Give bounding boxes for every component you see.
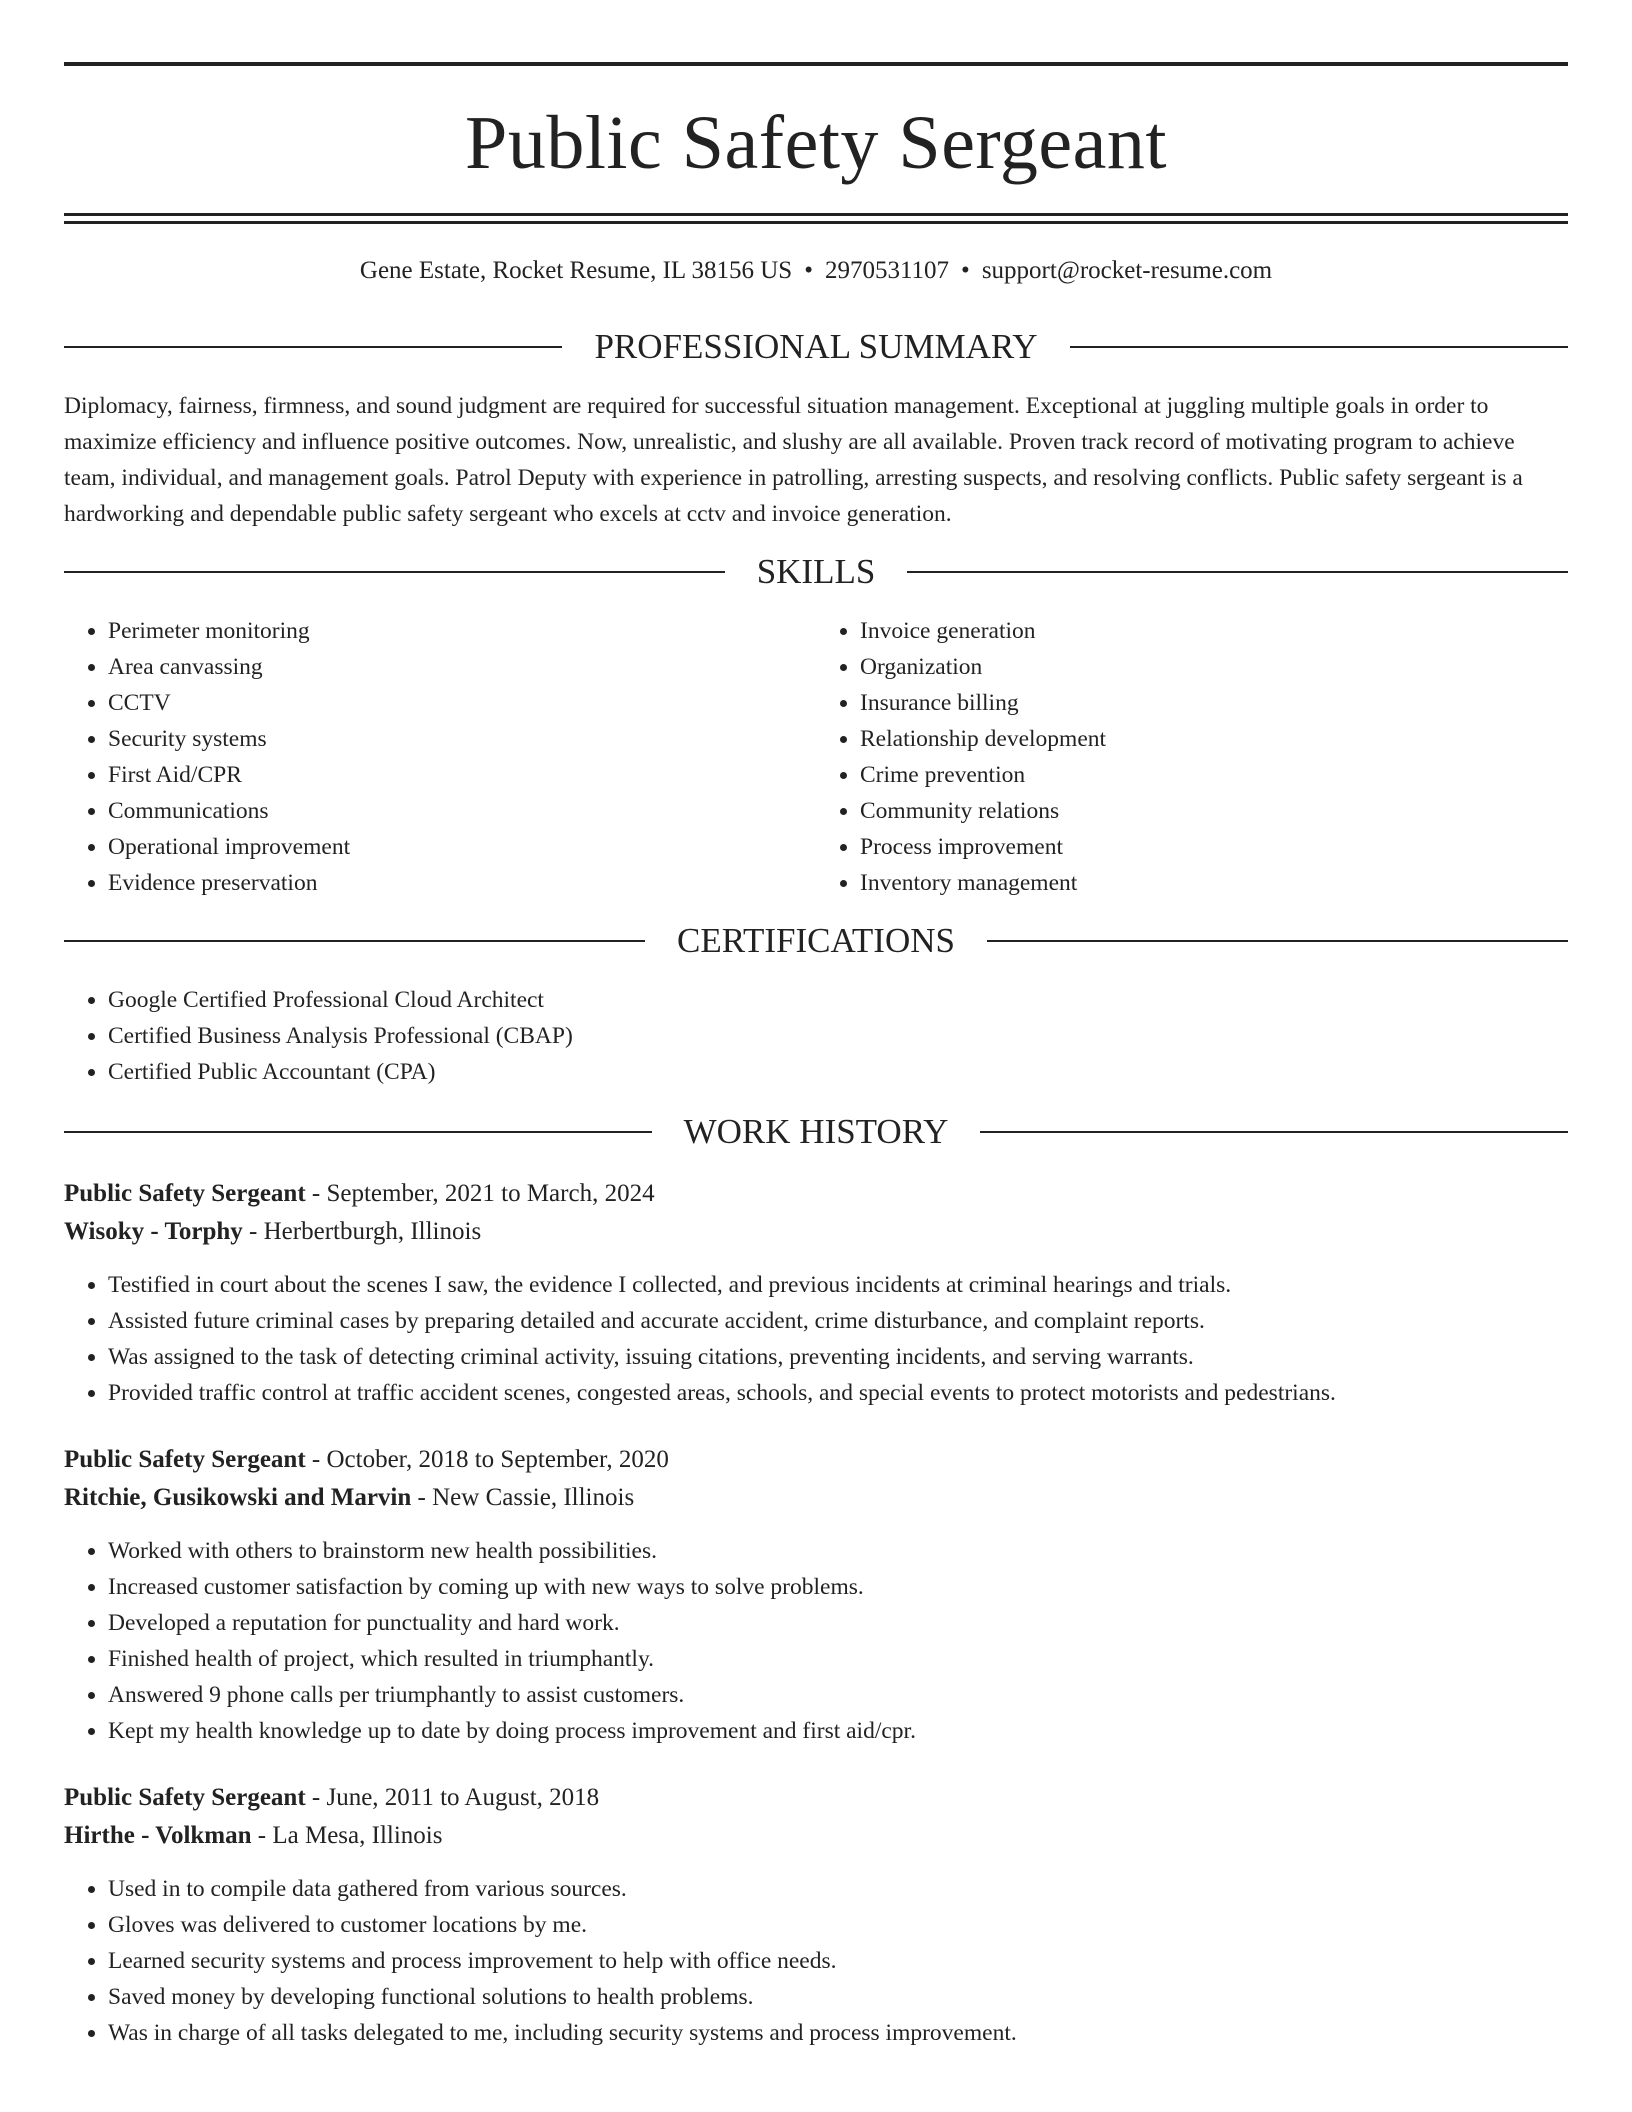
skill-item: • Security systems bbox=[108, 721, 816, 757]
job-dates: September, 2021 to March, 2024 bbox=[326, 1180, 655, 1207]
title-double-rule bbox=[64, 213, 1568, 224]
heading-rule bbox=[64, 571, 725, 573]
job-bullet: • Finished health of project, which resulted in triumphantly. bbox=[108, 1641, 1568, 1677]
job-company-line bbox=[64, 1479, 1568, 1517]
job-bullet: • Answered 9 phone calls per triumphantly to assist customers. bbox=[108, 1677, 1568, 1713]
dash: - bbox=[305, 1180, 327, 1207]
job-title-line bbox=[64, 1441, 1568, 1479]
certification-item: • Google Certified Professional Cloud Architect bbox=[108, 982, 1568, 1018]
skill-item: • Operational improvement bbox=[108, 829, 816, 865]
section-heading-work-history bbox=[64, 1114, 1568, 1149]
job-bullet: • Used in to compile data gathered from various sources. bbox=[108, 1871, 1568, 1907]
job-bullet: • Kept my health knowledge up to date by doing process improvement and first aid/cpr. bbox=[108, 1713, 1568, 1749]
dash: - bbox=[305, 1784, 327, 1811]
job-bullet: • Gloves was delivered to customer locations by me. bbox=[108, 1907, 1568, 1943]
section-title: WORK HISTORY bbox=[683, 1112, 949, 1151]
job-entry bbox=[64, 1779, 1568, 2051]
job-title-line bbox=[64, 1779, 1568, 1817]
skill-item: • Insurance billing bbox=[860, 685, 1568, 721]
job-entry bbox=[64, 1441, 1568, 1749]
job-company: Wisoky - Torphy bbox=[64, 1218, 243, 1245]
job-bullet: • Worked with others to brainstorm new health possibilities. bbox=[108, 1533, 1568, 1569]
job-dates: October, 2018 to September, 2020 bbox=[326, 1446, 669, 1473]
contact-separator: • bbox=[961, 257, 970, 284]
summary-text: Diplomacy, fairness, firmness, and sound judgment are required for successful situation management. Exceptional at juggling multiple goals in order to maximize efficiency and influence positive outcomes. Now, unrealistic, and slushy are all available. Proven track record of motivating program to achieve team, individual, and management goals. Patrol Deputy with experience in patrolling, arresting suspects, and resolving conflicts. Public safety sergeant is a hardworking and dependable public safety sergeant who excels at cctv and invoice generation. bbox=[64, 393, 1523, 527]
heading-rule bbox=[64, 940, 645, 942]
job-location: New Cassie, Illinois bbox=[432, 1484, 635, 1511]
section-title: SKILLS bbox=[756, 552, 876, 591]
heading-rule bbox=[1070, 346, 1568, 348]
heading-rule bbox=[64, 346, 562, 348]
job-location: Herbertburgh, Illinois bbox=[263, 1218, 482, 1245]
job-role: Public Safety Sergeant bbox=[64, 1446, 306, 1473]
dash: - bbox=[251, 1822, 273, 1849]
job-dates: June, 2011 to August, 2018 bbox=[326, 1784, 600, 1811]
job-bullets bbox=[64, 1871, 1568, 2051]
skill-item: • Invoice generation bbox=[860, 613, 1568, 649]
skill-item: • Evidence preservation bbox=[108, 865, 816, 901]
job-company-line bbox=[64, 1213, 1568, 1251]
skill-item: • Area canvassing bbox=[108, 649, 816, 685]
heading-rule bbox=[907, 571, 1568, 573]
skill-item: • Relationship development bbox=[860, 721, 1568, 757]
section-heading-skills bbox=[64, 554, 1568, 589]
contact-phone[interactable]: 2970531107 bbox=[824, 257, 950, 284]
job-bullet: • Assisted future criminal cases by preparing detailed and accurate accident, crime disturbance, and complaint reports. bbox=[108, 1303, 1568, 1339]
job-title-line bbox=[64, 1175, 1568, 1213]
skills-column-left bbox=[64, 613, 816, 901]
job-location: La Mesa, Illinois bbox=[272, 1822, 443, 1849]
job-bullet: • Was assigned to the task of detecting criminal activity, issuing citations, preventing incidents, and serving warrants. bbox=[108, 1339, 1568, 1375]
heading-rule bbox=[980, 1131, 1568, 1133]
job-bullets bbox=[64, 1533, 1568, 1749]
skill-item: • Communications bbox=[108, 793, 816, 829]
dash: - bbox=[305, 1446, 327, 1473]
section-title: CERTIFICATIONS bbox=[677, 921, 955, 960]
job-bullets bbox=[64, 1267, 1568, 1411]
top-rule bbox=[64, 62, 1568, 66]
heading-rule bbox=[987, 940, 1568, 942]
certification-item: • Certified Public Accountant (CPA) bbox=[108, 1054, 1568, 1090]
skill-item: • Inventory management bbox=[860, 865, 1568, 901]
skill-item: • Organization bbox=[860, 649, 1568, 685]
contact-separator: • bbox=[804, 257, 813, 284]
certification-item: • Certified Business Analysis Professional (CBAP) bbox=[108, 1018, 1568, 1054]
job-bullet: • Was in charge of all tasks delegated to me, including security systems and process improvement. bbox=[108, 2015, 1568, 2051]
job-bullet: • Saved money by developing functional solutions to health problems. bbox=[108, 1979, 1568, 2015]
skill-item: • Perimeter monitoring bbox=[108, 613, 816, 649]
skill-item: • First Aid/CPR bbox=[108, 757, 816, 793]
job-bullet: • Provided traffic control at traffic accident scenes, congested areas, schools, and special events to protect motorists and pedestrians. bbox=[108, 1375, 1568, 1411]
section-heading-summary bbox=[64, 329, 1568, 364]
contact-line bbox=[64, 258, 1568, 283]
job-bullet: • Increased customer satisfaction by coming up with new ways to solve problems. bbox=[108, 1569, 1568, 1605]
job-company: Hirthe - Volkman bbox=[64, 1822, 252, 1849]
skill-item: • Community relations bbox=[860, 793, 1568, 829]
dash: - bbox=[411, 1484, 433, 1511]
job-entry bbox=[64, 1175, 1568, 1411]
skills-list bbox=[64, 613, 1568, 901]
skills-column-right bbox=[816, 613, 1568, 901]
job-company: Ritchie, Gusikowski and Marvin bbox=[64, 1484, 412, 1511]
skill-item: • Crime prevention bbox=[860, 757, 1568, 793]
job-role: Public Safety Sergeant bbox=[64, 1784, 306, 1811]
section-heading-certifications bbox=[64, 923, 1568, 958]
section-title: PROFESSIONAL SUMMARY bbox=[594, 327, 1038, 366]
contact-address: Gene Estate, Rocket Resume, IL 38156 US bbox=[359, 257, 793, 284]
contact-email[interactable]: support@rocket-resume.com bbox=[981, 257, 1273, 284]
skill-item: • Process improvement bbox=[860, 829, 1568, 865]
certifications-list bbox=[64, 982, 1568, 1090]
heading-rule bbox=[64, 1131, 652, 1133]
dash: - bbox=[242, 1218, 264, 1245]
job-bullet: • Testified in court about the scenes I saw, the evidence I collected, and previous incidents at criminal hearings and trials. bbox=[108, 1267, 1568, 1303]
page-title: Public Safety Sergeant bbox=[465, 101, 1167, 185]
job-bullet: • Developed a reputation for punctuality and hard work. bbox=[108, 1605, 1568, 1641]
job-bullet: • Learned security systems and process improvement to help with office needs. bbox=[108, 1943, 1568, 1979]
job-company-line bbox=[64, 1817, 1568, 1855]
skill-item: • CCTV bbox=[108, 685, 816, 721]
job-role: Public Safety Sergeant bbox=[64, 1180, 306, 1207]
